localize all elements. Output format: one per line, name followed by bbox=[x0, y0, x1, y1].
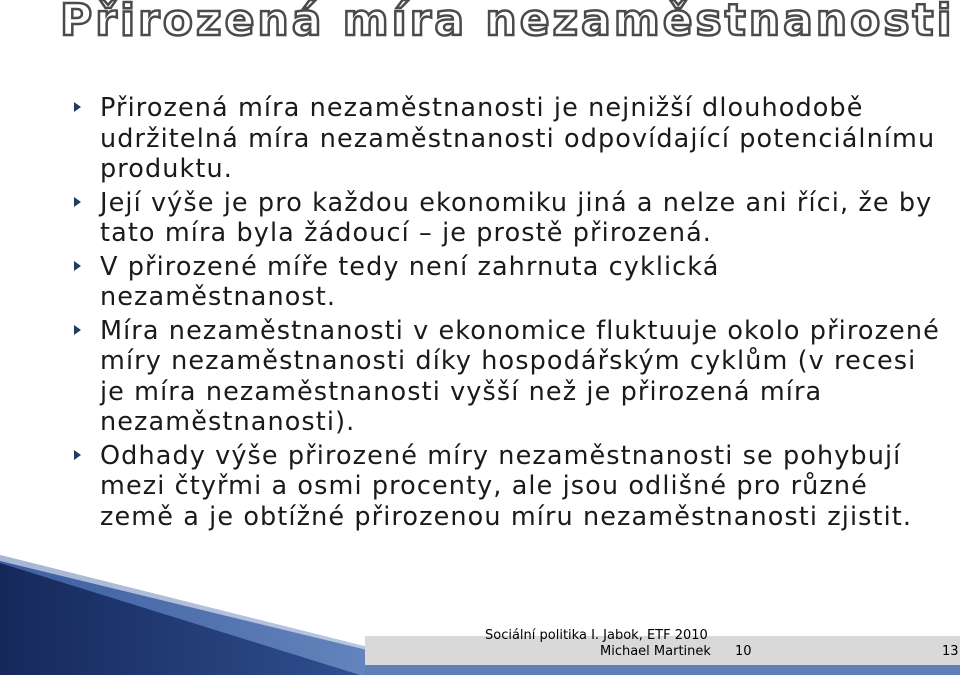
bullet-list bbox=[70, 93, 940, 535]
slide-title: Přirozená míra nezaměstnanosti bbox=[60, 0, 955, 46]
bullet-text: V přirozené míře tedy není zahrnuta cyklická nezaměstnanost. bbox=[100, 251, 720, 312]
footer-author: Michael Martinek bbox=[600, 644, 711, 659]
footer-course: Sociální politika I. Jabok, ETF 2010 bbox=[485, 628, 708, 643]
dark-wedge bbox=[0, 563, 360, 675]
bullet-item bbox=[70, 316, 940, 438]
triangle-bullet-icon bbox=[74, 261, 81, 271]
page-number: 13 bbox=[942, 644, 959, 659]
triangle-bullet-icon bbox=[74, 325, 81, 335]
bullet-text: Odhady výše přirozené míry nezaměstnanosti se pohybují mezi čtyřmi a osmi procenty, ale jsou odlišné pro různé země a je obtížné přirozenou míru nezaměstnanosti zjistit. bbox=[100, 440, 913, 532]
footer-strip bbox=[365, 665, 960, 675]
triangle-bullet-icon bbox=[74, 102, 81, 112]
bullet-text: Její výše je pro každou ekonomiku jiná a nelze ani říci, že by tato míra byla žádoucí – je prostě přirozená. bbox=[100, 187, 933, 248]
bullet-item bbox=[70, 252, 940, 313]
footer-slide-number: 10 bbox=[735, 644, 752, 659]
triangle-bullet-icon bbox=[74, 197, 81, 207]
bullet-item bbox=[70, 188, 940, 249]
triangle-bullet-icon bbox=[74, 450, 81, 460]
bullet-text: Přirozená míra nezaměstnanosti je nejnižší dlouhodobě udržitelná míra nezaměstnanosti odpovídající potenciálnímu produktu. bbox=[100, 93, 936, 184]
bullet-item bbox=[70, 93, 940, 185]
bullet-item bbox=[70, 441, 940, 533]
bullet-text: Míra nezaměstnanosti v ekonomice fluktuuje okolo přirozené míry nezaměstnanosti díky hospodářským cyklům (v recesi je míra nezaměstnanosti vyšší než je přirozená míra nezaměstnanosti). bbox=[100, 315, 940, 437]
